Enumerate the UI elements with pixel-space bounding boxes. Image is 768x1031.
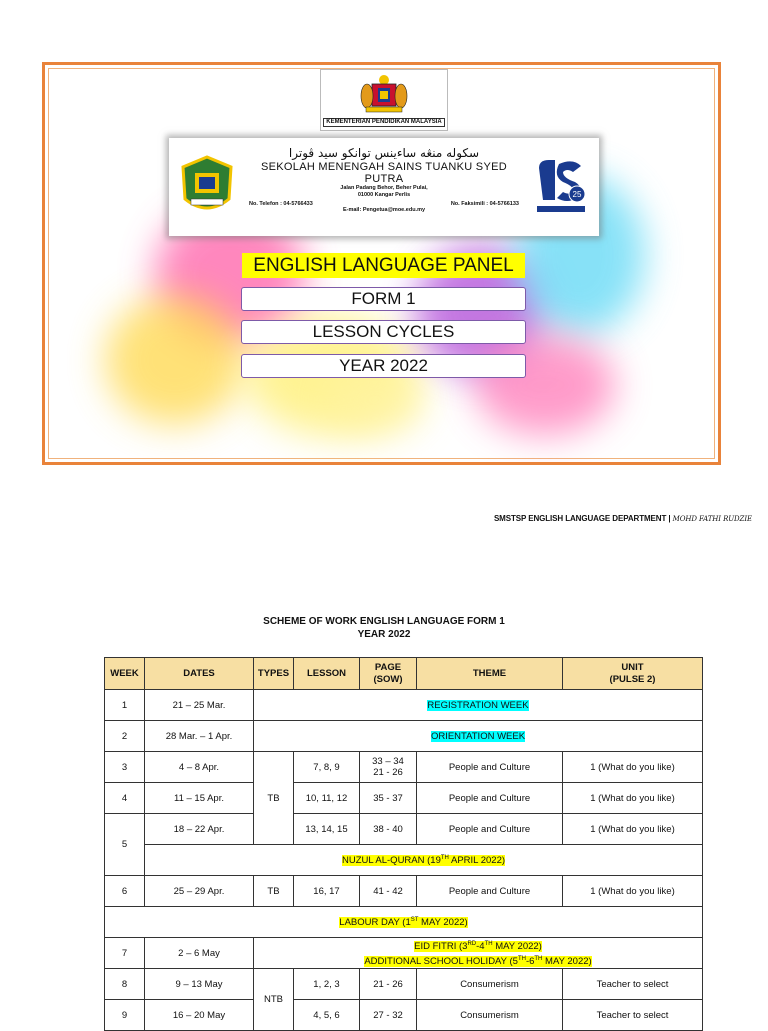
note-text: NUZUL AL-QURAN (19 <box>341 854 441 866</box>
school-name-jawi: سکوله منڠه ساءينس توانکو سيد ڤوترا <box>288 146 480 160</box>
table-row <box>105 783 703 814</box>
sow-title-line1: SCHEME OF WORK ENGLISH LANGUAGE FORM 1 <box>263 616 505 627</box>
header-types: TYPES <box>254 658 294 690</box>
header-unit-l2: (PULSE 2) <box>609 673 656 685</box>
table-row <box>105 907 703 938</box>
event-cell <box>105 907 703 938</box>
orientation-week-note: ORIENTATION WEEK <box>430 730 526 742</box>
dates-cell: 18 – 22 Apr. <box>145 814 254 845</box>
note-text: EID FITRI (3 <box>414 941 468 953</box>
address-line: 01000 Kangar Perlis <box>357 192 411 198</box>
address-line: Jalan Padang Behor, Beher Pulai, <box>340 185 428 191</box>
week-cell: 2 <box>105 721 145 752</box>
malaysia-crest-icon <box>358 74 410 114</box>
paint-splash <box>105 295 245 425</box>
week-cell: 7 <box>105 938 145 969</box>
note-text: MAY 2022) <box>492 941 542 953</box>
school-header <box>169 138 599 236</box>
header-unit <box>563 658 703 690</box>
event-cell <box>254 721 703 752</box>
page-footer <box>494 514 752 523</box>
unit-cell: 1 (What do you like) <box>563 876 703 907</box>
telephone: No. Telefon : 04-5766433 <box>249 201 313 207</box>
registration-week-note: REGISTRATION WEEK <box>427 699 529 711</box>
note-text: APRIL 2022) <box>448 854 506 866</box>
dates-cell: 21 – 25 Mar. <box>145 690 254 721</box>
lesson-cell: 13, 14, 15 <box>294 814 360 845</box>
note-text: ADDITIONAL SCHOOL HOLIDAY (5 <box>364 956 518 968</box>
lesson-cell: 10, 11, 12 <box>294 783 360 814</box>
event-cell <box>254 690 703 721</box>
table-row <box>105 876 703 907</box>
unit-cell: 1 (What do you like) <box>563 814 703 845</box>
page-line: 21 - 26 <box>373 767 403 778</box>
note-sup: RD <box>467 941 477 947</box>
school-name: SEKOLAH MENENGAH SAINS TUANKU SYED PUTRA <box>261 161 507 185</box>
page-cell: 35 - 37 <box>360 783 417 814</box>
page-cell <box>360 752 417 783</box>
header-page-l2: (SOW) <box>373 673 403 685</box>
anniversary-logo-icon <box>533 158 589 216</box>
fax: No. Faksimili : 04-5766133 <box>450 201 519 207</box>
table-row <box>105 721 703 752</box>
dates-cell: 16 – 20 May <box>145 1000 254 1031</box>
dates-cell: 9 – 13 May <box>145 969 254 1000</box>
types-cell: NTB <box>254 969 294 1031</box>
paint-splash <box>475 335 615 435</box>
dates-cell: 4 – 8 Apr. <box>145 752 254 783</box>
header-lesson: LESSON <box>294 658 360 690</box>
types-cell: TB <box>254 752 294 845</box>
table-row <box>105 814 703 845</box>
sow-title-line2: YEAR 2022 <box>357 629 411 640</box>
theme-cell: Consumerism <box>417 1000 563 1031</box>
email: E-mail: Pengetua@moe.edu.my <box>342 207 426 213</box>
event-cell <box>145 845 703 876</box>
note-sup: TH <box>484 941 493 947</box>
note-text: -6 <box>525 956 535 968</box>
header-week: WEEK <box>105 658 145 690</box>
footer-signature: MOHD FATHI RUDZIE <box>672 515 752 523</box>
form-label: FORM 1 <box>241 287 526 311</box>
note-text: LABOUR DAY (1 <box>339 916 411 928</box>
week-cell: 9 <box>105 1000 145 1031</box>
labour-day-note <box>339 917 467 928</box>
lesson-cycles-label: LESSON CYCLES <box>241 320 526 344</box>
unit-cell: 1 (What do you like) <box>563 752 703 783</box>
unit-cell: Teacher to select <box>563 1000 703 1031</box>
header-theme: THEME <box>417 658 563 690</box>
note-text: -4 <box>476 941 485 953</box>
table-row <box>105 690 703 721</box>
lesson-cell: 4, 5, 6 <box>294 1000 360 1031</box>
note-sup: ST <box>410 916 419 923</box>
ministry-label: KEMENTERIAN PENDIDIKAN MALAYSIA <box>323 118 445 127</box>
school-crest-icon <box>181 155 233 217</box>
header-unit-l1: UNIT <box>621 661 644 673</box>
note-sup: TH <box>534 956 543 963</box>
page-cell: 38 - 40 <box>360 814 417 845</box>
types-cell: TB <box>254 876 294 907</box>
unit-cell: Teacher to select <box>563 969 703 1000</box>
lesson-cell: 1, 2, 3 <box>294 969 360 1000</box>
table-row <box>105 969 703 1000</box>
ministry-logo <box>320 69 448 131</box>
header-dates: DATES <box>145 658 254 690</box>
footer-department: SMSTSP ENGLISH LANGUAGE DEPARTMENT | <box>493 514 671 523</box>
panel-title: ENGLISH LANGUAGE PANEL <box>242 253 525 278</box>
lesson-cell: 7, 8, 9 <box>294 752 360 783</box>
svg-text:25: 25 <box>572 190 582 199</box>
dates-cell: 2 – 6 May <box>145 938 254 969</box>
theme-cell: People and Culture <box>417 814 563 845</box>
theme-cell: People and Culture <box>417 783 563 814</box>
note-text: MAY 2022) <box>418 916 468 928</box>
theme-cell: Consumerism <box>417 969 563 1000</box>
school-holiday-note <box>364 956 591 967</box>
dates-cell: 28 Mar. – 1 Apr. <box>145 721 254 752</box>
page-line: 33 – 34 <box>372 756 404 767</box>
page-cell: 41 - 42 <box>360 876 417 907</box>
page-cell: 27 - 32 <box>360 1000 417 1031</box>
header-page <box>360 658 417 690</box>
page-cell: 21 - 26 <box>360 969 417 1000</box>
table-row <box>105 1000 703 1031</box>
dates-cell: 11 – 15 Apr. <box>145 783 254 814</box>
unit-cell: 1 (What do you like) <box>563 783 703 814</box>
nuzul-al-quran-note <box>342 855 505 866</box>
table-row <box>105 752 703 783</box>
theme-cell: People and Culture <box>417 752 563 783</box>
sow-title <box>0 615 768 641</box>
dates-cell: 25 – 29 Apr. <box>145 876 254 907</box>
year-label: YEAR 2022 <box>241 354 526 378</box>
week-cell: 5 <box>105 814 145 876</box>
lesson-cell: 16, 17 <box>294 876 360 907</box>
note-sup: TH <box>440 854 449 861</box>
note-sup: TH <box>517 956 526 963</box>
week-cell: 6 <box>105 876 145 907</box>
week-cell: 8 <box>105 969 145 1000</box>
header-page-l1: PAGE <box>374 661 402 673</box>
cover-page <box>42 62 721 465</box>
table-row <box>105 938 703 969</box>
event-cell <box>254 938 703 969</box>
week-cell: 3 <box>105 752 145 783</box>
table-header-row <box>105 658 703 690</box>
school-text <box>249 146 519 214</box>
week-cell: 4 <box>105 783 145 814</box>
eid-fitri-note <box>414 941 542 952</box>
scheme-of-work-table <box>104 657 703 1031</box>
week-cell: 1 <box>105 690 145 721</box>
note-text: MAY 2022) <box>542 956 592 968</box>
theme-cell: People and Culture <box>417 876 563 907</box>
table-row <box>105 845 703 876</box>
